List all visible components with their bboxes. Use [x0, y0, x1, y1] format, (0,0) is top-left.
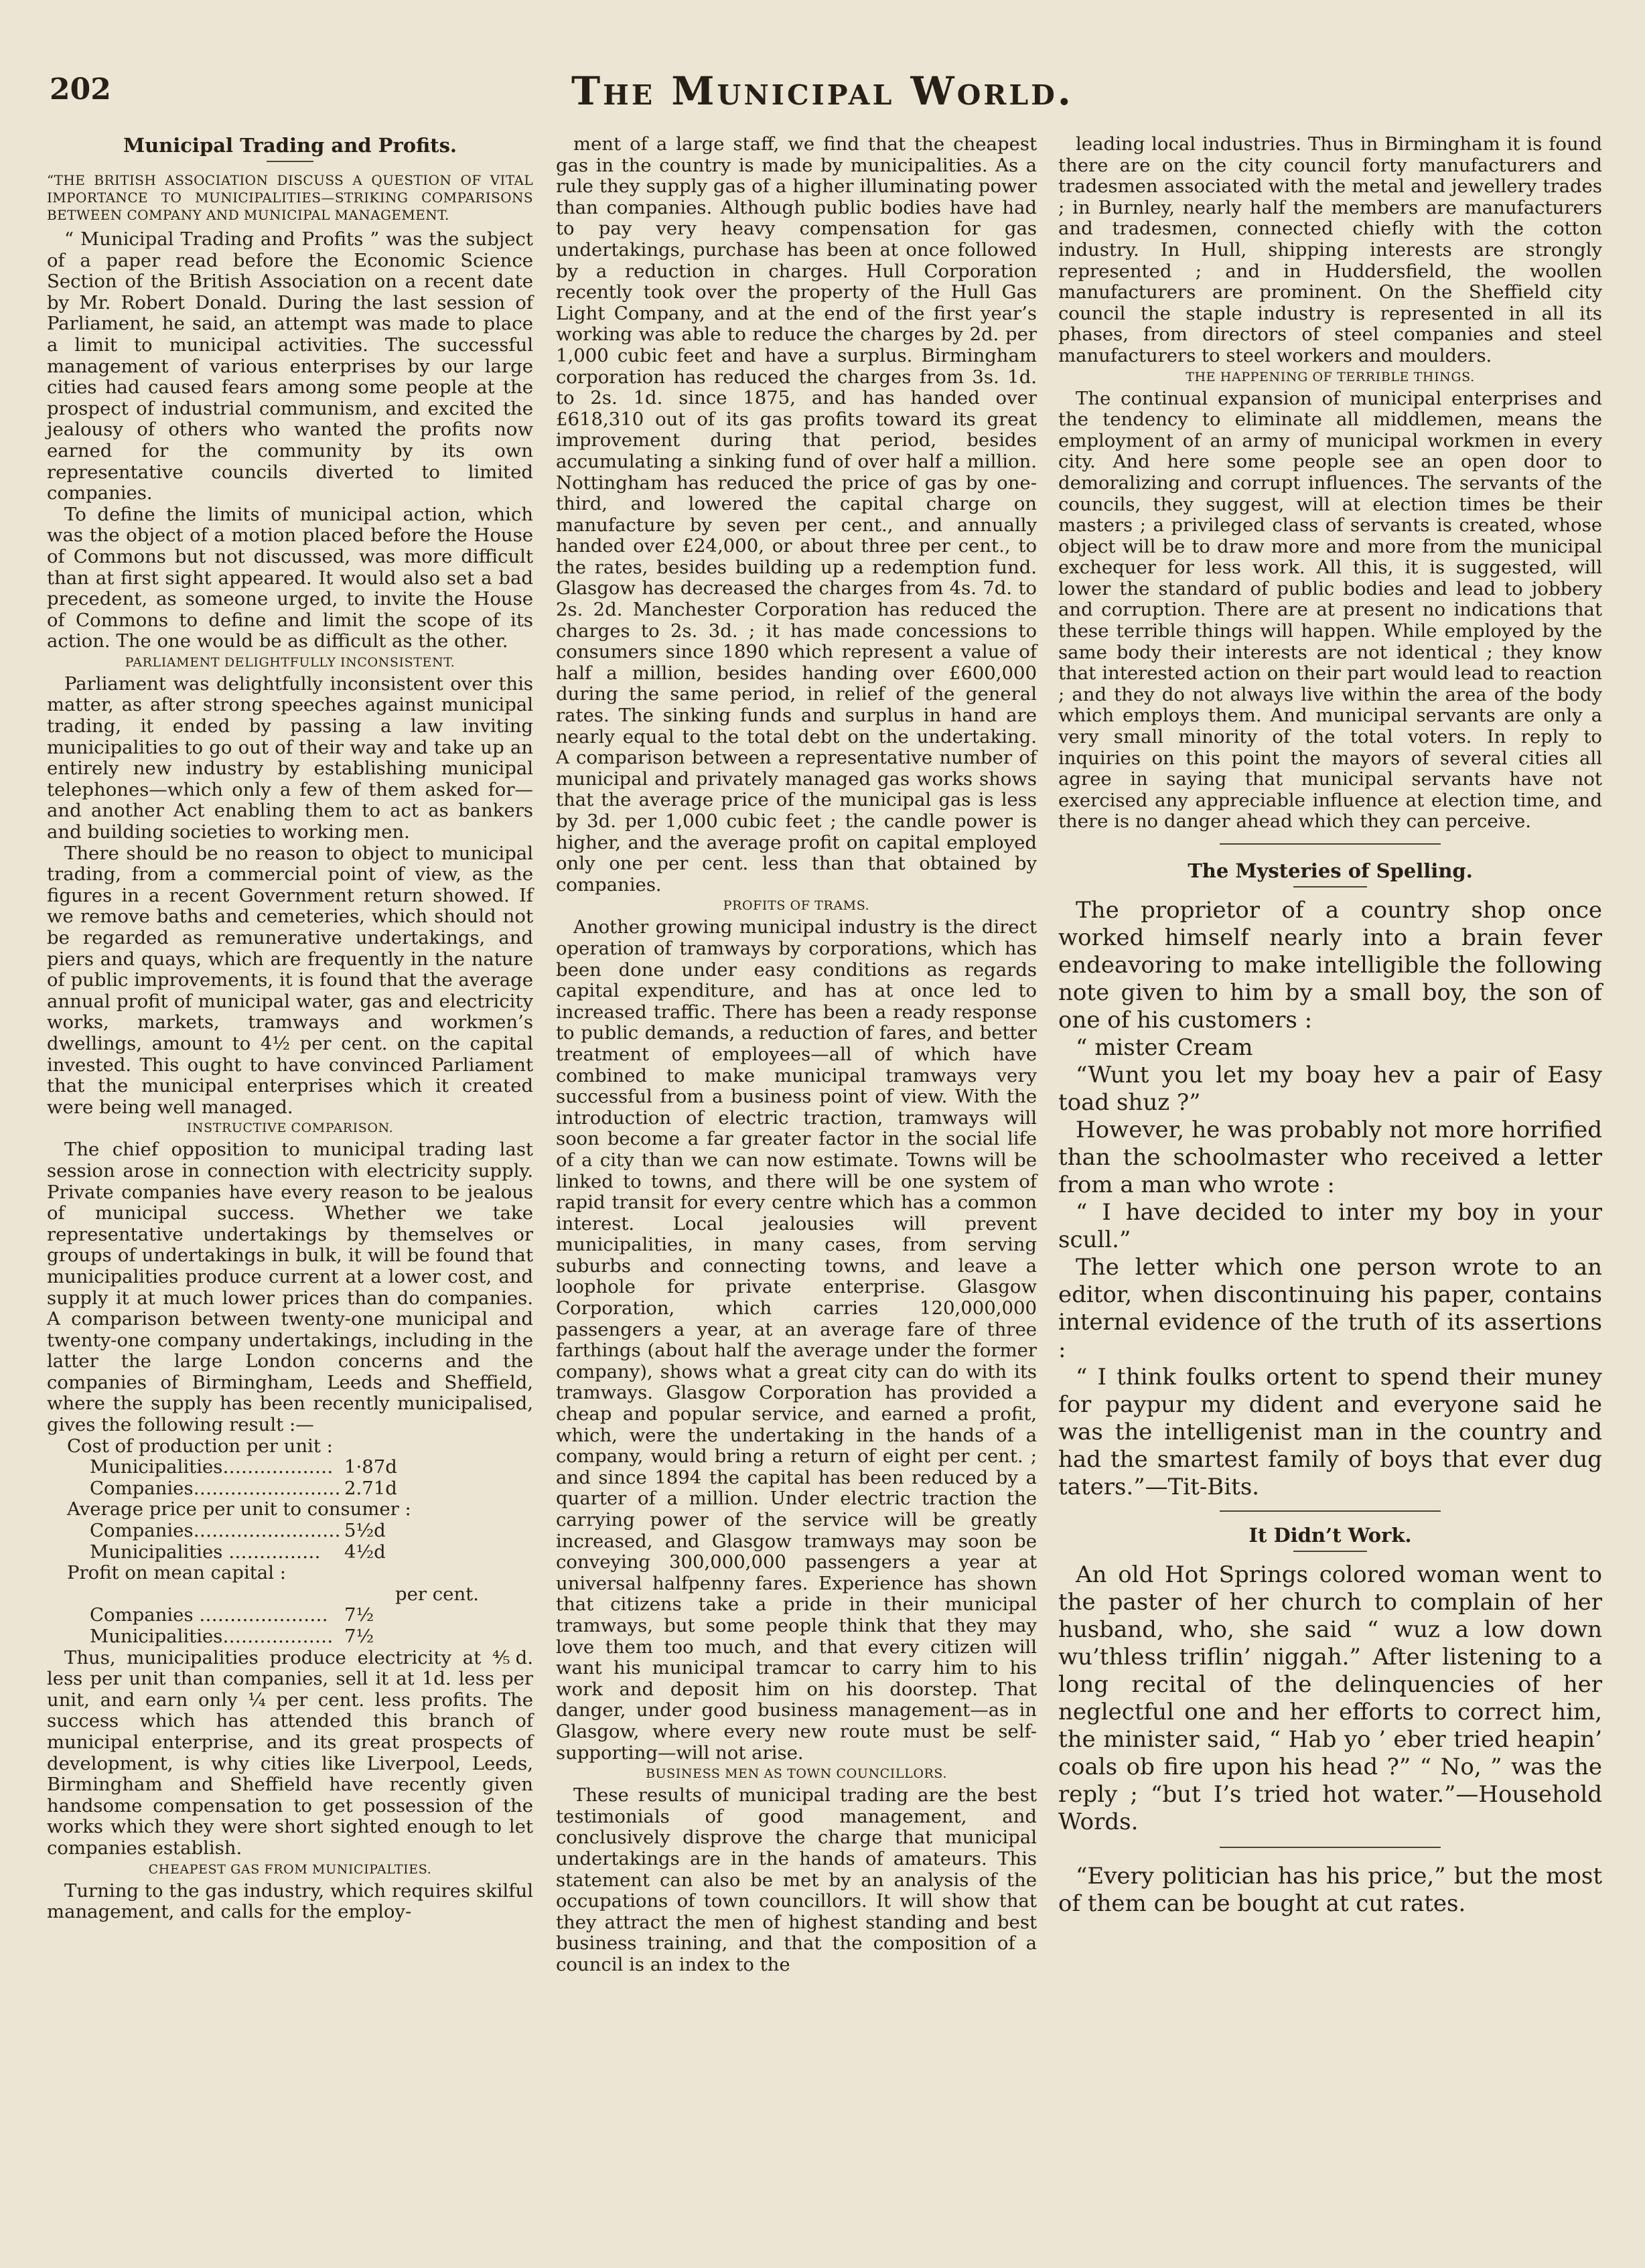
paragraph: Another growing municipal industry is the direct operation of tramways by corporations, which has been done under easy conditions as regards capital expenditure, and has at once led to increased traffic. There has been a ready response to public demands, a reduction of fares, and better treatment of employees—all of which have combined to make municipal tramways very successful from a business point of view. With the introduction of electric traction, tramways will soon become a far greater factor in the social life of a city than we can now estimate. Towns will be linked to towns, and there will be one system of rapid transit for every centre which has a common interest. Local jealousies will prevent municipalities, in many cases, from serving suburbs and connecting towns, and leave a loophole for private enterprise. Glasgow Corporation, which carries 120,000,000 passengers a year, at an average fare of three farthings (about half the average under the former company), shows what a great city can do with its tramways. Glasgow Corporation has provided a cheap and popular service, and earned a profit, which, were the undertaking in the hands of a company, would bring a return of eight per cent. ; and since 1894 the capital has been reduced by a quarter of a million. Under electric traction the carrying power of the service will be greatly increased, and Glasgow tramways may soon be conveying 300,000,000 passengers a year at universal halfpenny fares. Experience has shown that citizens take a pride in their municipal tramways, but some people think that they may love them too much, and that every citizen will want his municipal tramcar to carry him to his work and deposit him on his doorstep. That danger, under good business management—as in Glasgow, where every new route must be self-supporting—will not arise. [556, 916, 1037, 1764]
paragraph: The letter which one person wrote to an editor, when discontinuing his paper, contains internal evidence of the truth of its assertions : [1058, 1254, 1602, 1363]
table-row [47, 1605, 533, 1626]
article-title: Municipal Trading and Profits. [123, 134, 457, 157]
title-rule [267, 161, 313, 162]
spelling-article-body [1058, 897, 1602, 1501]
work-article-body [1058, 1561, 1602, 1836]
table-heading: Cost of production per unit : [67, 1435, 333, 1457]
subheading: CHEAPEST GAS FROM MUNICIPALTIES. [148, 1861, 432, 1877]
quoted-line: “ I have decided to inter my boy in your scull.” [1058, 1199, 1602, 1253]
row-value: 7½ [344, 1626, 374, 1647]
quoted-line: “ I think foulks ortent to spend their muney for paypur my dident and everyone said he was the intelligenist man in the country and had the smartest family of boys that ever dug taters.”—Tit-Bits. [1058, 1364, 1602, 1500]
closing-quip [1058, 1863, 1602, 1918]
table-row [47, 1478, 533, 1500]
paragraph: The proprietor of a country shop once worked himself nearly into a brain fever endeavoring to make intelligible the following note given to him by a small boy, the son of one of his customers : [1058, 897, 1602, 1034]
paragraph: These results of municipal trading are the best testimonials of good management, and conclusively disprove the charge that municipal undertakings are in the hands of amateurs. This statement can also be met by an analysis of the occupations of town councillors. It will show that they attract the men of highest standing and best business training, and that the composition of a council is an index to the [556, 1784, 1037, 1975]
paragraph: However, he was probably not more horrified than the schoolmaster who received a letter from a man who wrote : [1058, 1117, 1602, 1198]
row-label: Companies…………………… [90, 1477, 341, 1499]
paragraph: ment of a large staff, we find that the cheapest gas in the country is made by municipalities. As a rule they supply gas of a higher illuminating power than companies. Although public bodies have had to pay very heavy compensation for gas undertakings, purchase has been at once followed by a reduction in charges. Hull Corporation recently took over the property of the Hull Gas Light Company, and at the end of the first year’s working was able to reduce the charges by 2d. per 1,000 cubic feet and have a surplus. Birmingham corporation has reduced the charges from 3s. 1d. to 2s. 1d. since 1875, and has handed over £618,310 out of its gas profits toward its great improvement during that period, besides accumulating a sinking fund of over half a million. Nottingham has reduced the price of gas by one-third, and lowered the capital charge on manufacture by seven per cent., and annually handed over £24,000, or about three per cent., to the rates, besides building up a redemption fund. Glasgow has decreased the charges from 4s. 7d. to 2s. 2d. Manchester Corporation has reduced the charges to 2s. 3d. ; it has made concessions to consumers since 1890 which represent a value of half a million, besides handing over £600,000 during the same period, in relief of the general rates. The sinking funds and surplus in hand are nearly equal to the total debt on the undertaking. A comparison between a representative number of municipal and privately managed gas works shows that the average price of the municipal gas is less by 3d. per 1,000 cubic feet ; the candle power is higher, and the average profit on capital employed only one per cent. less than that obtained by companies. [556, 133, 1037, 896]
row-value: 2.71d [344, 1477, 397, 1499]
subheading: THE HAPPENING OF TERRIBLE THINGS. [1186, 369, 1475, 384]
subheading: PARLIAMENT DELIGHTFULLY INCONSISTENT. [125, 654, 455, 670]
column-unit: per cent. [395, 1583, 479, 1605]
column-2 [556, 134, 1037, 1975]
page-number: 202 [50, 72, 111, 107]
row-label: Companies ………………… [90, 1604, 328, 1626]
article-title: The Mysteries of Spelling. [1188, 859, 1473, 882]
table-heading: Average price per unit to consumer : [67, 1498, 411, 1520]
row-label: Companies…………………… [90, 1520, 341, 1542]
row-label: Municipalities……………… [90, 1456, 334, 1478]
subheading: PROFITS OF TRAMS. [723, 898, 870, 914]
paragraph: An old Hot Springs colored woman went to the paster of her church to complain of her husband, who, she said “ wuz a low down wu’thless triflin’ niggah.” After listening to a long recital of the delinquencies of her neglectful one and her efforts to correct him, the minister said, “ Hab yo ’ eber tried heapin’ coals ob fire upon his head ?” “ No, ” was the reply ; “but I’s tried hot water.”—Household Words. [1058, 1561, 1602, 1835]
table-row [47, 1542, 533, 1563]
row-value: 5½d [344, 1520, 386, 1542]
paragraph: The continual expansion of municipal enterprises and the tendency to eliminate all middlemen, means the employment of an army of municipal workmen in every city. And here some people see an open door to demoralizing and corrupt influences. The servants of the councils, they suggest, will at election times be their masters ; a privileged class of servants is created, whose object will be to draw more and more from the municipal exchequer for less work. All this, it is suggested, will lower the standard of public bodies and lead to jobbery and corruption. There are at present no indications that these terrible things will happen. While employed by the same body their interests are not identical ; they know that interested action on their part would lead to reaction ; and they do not always live within the area of the body which employs them. And municipal servants are only a very small minority of the total voters. In reply to inquiries on this point the mayors of several cities all agree in saying that municipal servants have not exercised any appreciable influence at election time, and there is no danger ahead which they can perceive. [1058, 387, 1602, 833]
column-3 [1058, 134, 1602, 1918]
row-label: Municipalities……………… [90, 1626, 334, 1647]
paragraph: “ Municipal Trading and Profits ” was the subject of a paper read before the Economic Science Section of the British Association on a recent date by Mr. Robert Donald. During the last session of Parliament, he said, an attempt was made to place a limit to municipal activities. The successful management of various enterprises by our large cities had caused fears among some people at the prospect of industrial communism, and excited the jealousy of others who wanted the profits now earned for the community by its own representative councils diverted to limited companies. [47, 228, 533, 504]
table-row [47, 1457, 533, 1478]
paragraph: Parliament was delightfully inconsistent over this matter, as after strong speeches against municipal trading, it ended by passing a law inviting municipalities to go out of their way and take up an entirely new industry by establishing municipal telephones—which only a few of them asked for—and another Act enabling them to act as bankers and building societies to working men. [47, 672, 533, 843]
row-label: Municipalities …………… [90, 1541, 321, 1563]
article-deck: “THE BRITISH ASSOCIATION DISCUSS A QUESTION OF VITAL IMPORTANCE TO MUNICIPALITIES—STRIKING COMPARISONS BETWEEN COMPANY AND MUNICIPAL MANAGEMENT. [47, 172, 533, 223]
row-value: 1·87d [344, 1456, 397, 1478]
subheading: BUSINESS MEN AS TOWN COUNCILLORS. [645, 1766, 948, 1782]
subheading: INSTRUCTIVE COMPARISON. [186, 1121, 394, 1136]
title-rule [1293, 886, 1367, 888]
paragraph: “Every politician has his price,” but the most of them can be bought at cut rates. [1058, 1863, 1602, 1917]
paragraph: Turning to the gas industry, which requires skilful management, and calls for the employ- [47, 1880, 533, 1923]
section-divider [1220, 1847, 1441, 1848]
paragraph: There should be no reason to object to municipal trading, from a commercial point of view, as the figures in a recent Government return showed. If we remove baths and cemeteries, which should not be regarded as remunerative undertakings, and piers and quays, which are frequently in the nature of public improvements, it is found that the average annual profit of municipal water, gas and electricity works, markets, tramways and workmen’s dwellings, amount to 4½ per cent. on the capital invested. This ought to have convinced Parliament that the municipal enterprises which it created were being well managed. [47, 842, 533, 1118]
section-divider [1220, 1510, 1441, 1512]
row-value: 4½d [344, 1541, 386, 1563]
paragraph: To define the limits of municipal action, which was the object of a motion placed before the House of Commons but not discussed, was more difficult than at first sight appeared. It would also set a bad precedent, as someone urged, to invite the House of Commons to define and limit the scope of its action. The one would be as difficult as the other. [47, 503, 533, 652]
paragraph: The chief opposition to municipal trading last session arose in connection with electricity supply. Private companies have every reason to be jealous of municipal success. Whether we take representative undertakings by themselves or groups of undertakings in bulk, it will be found that municipalities produce current at a lower cost, and supply it at much lower prices than do companies. A comparison between twenty-one municipal and twenty-one company undertakings, including in the latter the large London concerns and the companies of Birmingham, Leeds and Sheffield, where the supply has been recently municipalised, gives the following result :— [47, 1139, 533, 1436]
column-1 [47, 134, 533, 1923]
table-row [47, 1626, 533, 1648]
section-divider [1220, 843, 1441, 845]
table-heading: Profit on mean capital : [67, 1562, 286, 1584]
row-value: 7½ [344, 1604, 374, 1626]
paragraph: leading local industries. Thus in Birmingham it is found there are on the city council forty manufacturers and tradesmen associated with the metal and jewellery trades ; in Burnley, nearly half the members are manufacturers and tradesmen, connected chiefly with the cotton industry. In Hull, shipping interests are strongly represented ; and in Huddersfield, the woollen manufacturers are prominent. On the Sheffield city council the staple industry is represented in all its phases, from directors of steel companies and steel manufacturers to steel workers and moulders. [1058, 133, 1602, 366]
masthead-title: The Municipal World. [571, 68, 1074, 114]
title-rule [1293, 1551, 1367, 1552]
quoted-line: “Wunt you let my boay hev a pair of Easy toad shuz ?” [1058, 1062, 1602, 1116]
paragraph: Thus, municipalities produce electricity at ⅘d. less per unit than companies, sell it at 1d. less per unit, and earn only ¼ per cent. less profits. The success which has attended this branch of municipal enterprise, and its great prospects of development, is why cities like Liverpool, Leeds, Birmingham and Sheffield have recently given handsome compensation to get possession of the works which they were short sighted enough to let companies establish. [47, 1646, 533, 1859]
quoted-line: “ mister Cream [1076, 1034, 1253, 1061]
article-title: It Didn’t Work. [1248, 1524, 1412, 1547]
comparison-table [47, 1436, 533, 1648]
table-row [47, 1520, 533, 1542]
